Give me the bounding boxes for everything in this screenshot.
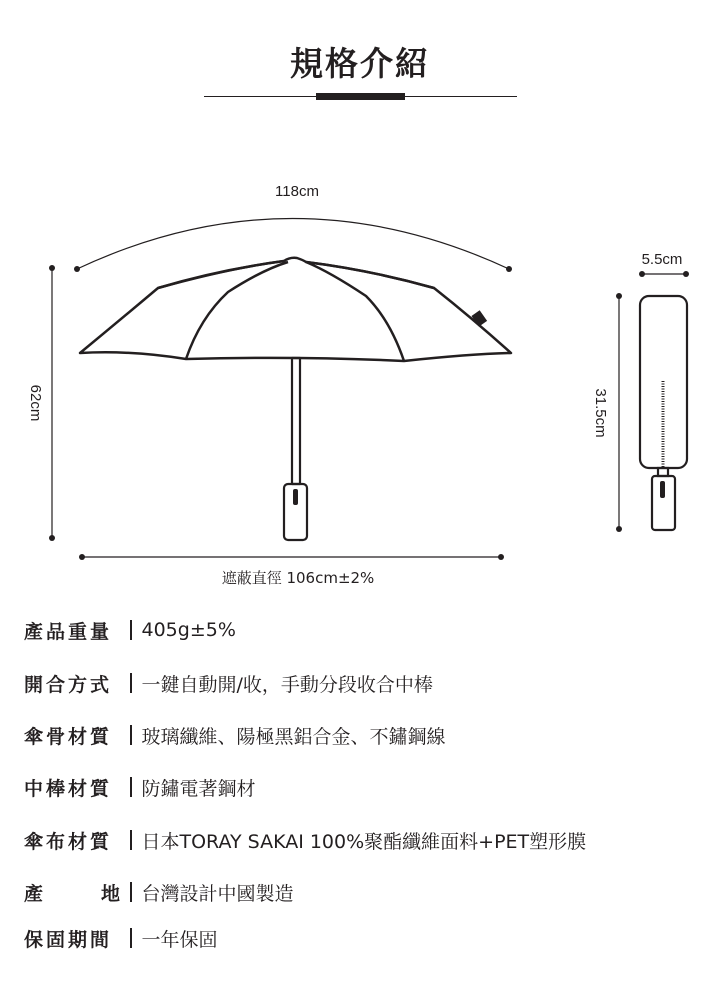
folded-length-dimension <box>616 293 622 532</box>
spec-row-warranty <box>24 921 218 955</box>
spec-separator <box>130 673 132 693</box>
spec-row-weight <box>24 613 236 647</box>
folded-width-dimension <box>639 271 689 277</box>
spec-label: 開合方式 <box>24 673 113 696</box>
spec-row-shaft-material <box>24 770 256 804</box>
spec-separator <box>130 928 132 948</box>
arc-length-label: 118cm <box>275 183 319 200</box>
folded-length-label: 31.5cm <box>592 388 609 438</box>
spec-label: 中棒材質 <box>24 777 113 800</box>
coverage-diameter-label: 遮蔽直徑 106cm±2% <box>221 569 375 587</box>
spec-separator <box>130 725 132 745</box>
spec-value: 玻璃纖維、陽極黑鋁合金、不鏽鋼線 <box>141 725 446 748</box>
folded-width-label: 5.5cm <box>641 251 683 268</box>
spec-row-open-close <box>24 666 433 700</box>
spec-value: 台灣設計中國製造 <box>141 882 294 905</box>
spec-label: 保固期間 <box>24 928 113 951</box>
spec-label: 產品重量 <box>24 620 113 643</box>
spec-value: 防鏽電著鋼材 <box>141 777 256 800</box>
spec-label <box>24 879 120 906</box>
spec-row-origin <box>24 875 294 909</box>
spec-label-right: 地 <box>100 882 120 905</box>
spec-label: 傘骨材質 <box>24 725 113 748</box>
height-label: 62cm <box>27 384 44 422</box>
spec-row-fabric-material <box>24 823 586 857</box>
coverage-dimension <box>79 554 504 560</box>
spec-separator <box>130 777 132 797</box>
spec-separator <box>130 620 132 640</box>
page-title: 規格介紹 <box>290 44 430 83</box>
open-umbrella <box>80 258 511 540</box>
spec-row-rib-material <box>24 718 446 752</box>
spec-value: 一鍵自動開/收，手動分段收合中棒 <box>141 673 433 696</box>
spec-value: 405g±5% <box>141 619 236 641</box>
spec-separator <box>130 882 132 902</box>
spec-label-left: 產 <box>24 882 44 905</box>
spec-label: 傘布材質 <box>24 830 113 853</box>
arc-dimension <box>74 219 512 273</box>
spec-separator <box>130 830 132 850</box>
height-dimension <box>49 265 55 541</box>
spec-value: 一年保固 <box>141 928 218 951</box>
spec-value: 日本TORAY SAKAI 100%聚酯纖維面料+PET塑形膜 <box>141 830 587 853</box>
folded-umbrella <box>640 296 687 530</box>
